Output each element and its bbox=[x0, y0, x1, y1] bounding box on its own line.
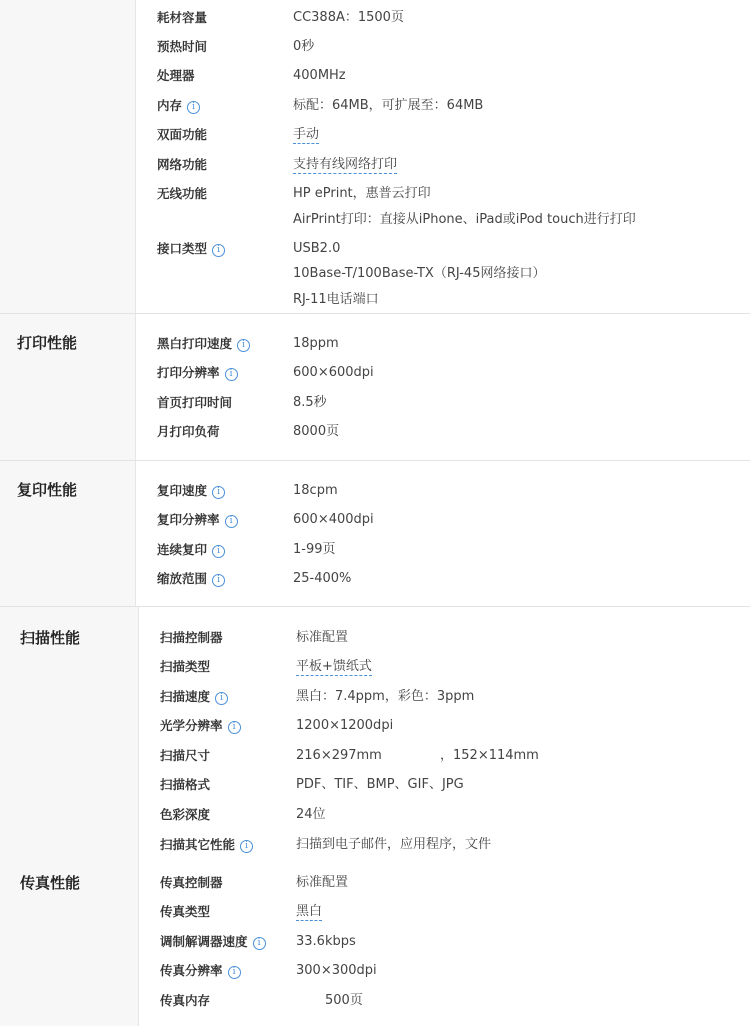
spec-key bbox=[157, 359, 238, 387]
glossary-link[interactable]: 手动 bbox=[293, 127, 320, 142]
spec-value: 8000页 bbox=[293, 424, 340, 439]
spec-section-general bbox=[0, 0, 750, 313]
spec-key bbox=[160, 928, 266, 956]
spec-value: 216×297mm bbox=[296, 748, 382, 763]
glossary-link[interactable]: 支持有线网络打印 bbox=[293, 157, 398, 172]
info-icon[interactable]: i bbox=[237, 339, 250, 352]
spec-row bbox=[0, 359, 750, 387]
spec-key-label: 接口类型 bbox=[157, 241, 208, 256]
spec-section-copy bbox=[0, 460, 750, 607]
spec-row bbox=[0, 987, 750, 1015]
spec-row bbox=[0, 771, 750, 799]
spec-value: 600×400dpi bbox=[293, 512, 374, 527]
info-icon[interactable]: i bbox=[228, 966, 241, 979]
spec-row bbox=[0, 801, 750, 829]
spec-value: RJ-11电话端口 bbox=[293, 292, 379, 307]
spec-row bbox=[0, 235, 750, 263]
spec-value-secondary: ，152×114mm bbox=[440, 748, 539, 763]
spec-key: 处理器 bbox=[157, 68, 195, 83]
section-title: 传真性能 bbox=[20, 874, 81, 892]
spec-key: 耗材容量 bbox=[157, 10, 208, 25]
info-icon[interactable]: i bbox=[225, 368, 238, 381]
spec-key bbox=[160, 957, 241, 985]
spec-value: 600×600dpi bbox=[293, 365, 374, 380]
spec-key bbox=[157, 92, 200, 120]
spec-value: 18ppm bbox=[293, 336, 339, 351]
spec-row bbox=[0, 180, 750, 208]
spec-key-label: 连续复印 bbox=[157, 542, 208, 557]
spec-row bbox=[0, 624, 750, 652]
spec-value: AirPrint打印：直接从iPhone、iPad或iPod touch进行打印 bbox=[293, 212, 636, 227]
spec-key-label: 黑白打印速度 bbox=[157, 336, 233, 351]
spec-row bbox=[0, 506, 750, 534]
spec-row bbox=[0, 831, 750, 859]
spec-key: 扫描类型 bbox=[160, 659, 211, 674]
info-icon[interactable]: i bbox=[212, 545, 225, 558]
spec-row-continued bbox=[0, 260, 750, 288]
spec-row bbox=[0, 565, 750, 593]
spec-section-scan-fax bbox=[0, 606, 750, 1026]
spec-value: 黑白：7.4ppm，彩色：3ppm bbox=[296, 689, 475, 704]
spec-key-label: 复印分辨率 bbox=[157, 512, 220, 527]
info-icon[interactable]: i bbox=[212, 486, 225, 499]
spec-row bbox=[0, 33, 750, 61]
spec-key: 色彩深度 bbox=[160, 807, 211, 822]
spec-value: 8.5秒 bbox=[293, 395, 327, 410]
spec-row bbox=[0, 389, 750, 417]
spec-key-label: 扫描速度 bbox=[160, 689, 211, 704]
spec-value: 1-99页 bbox=[293, 542, 336, 557]
spec-value: PDF、TIF、BMP、GIF、JPG bbox=[296, 777, 464, 792]
spec-key-label: 内存 bbox=[157, 98, 183, 113]
spec-value: 标准配置 bbox=[296, 630, 349, 645]
spec-key-label: 缩放范围 bbox=[157, 571, 208, 586]
spec-key bbox=[160, 831, 253, 859]
spec-key-label: 复印速度 bbox=[157, 483, 208, 498]
spec-row bbox=[0, 653, 750, 681]
spec-row bbox=[0, 330, 750, 358]
spec-value-link[interactable] bbox=[296, 653, 372, 681]
spec-value: 标配：64MB，可扩展至：64MB bbox=[293, 98, 484, 113]
spec-key-label: 扫描其它性能 bbox=[160, 837, 236, 852]
spec-key: 首页打印时间 bbox=[157, 395, 233, 410]
spec-key bbox=[157, 536, 225, 564]
spec-key: 预热时间 bbox=[157, 39, 208, 54]
spec-row bbox=[0, 418, 750, 446]
info-icon[interactable]: i bbox=[212, 574, 225, 587]
spec-section-print bbox=[0, 313, 750, 461]
spec-key: 无线功能 bbox=[157, 186, 208, 201]
info-icon[interactable]: i bbox=[240, 840, 253, 853]
spec-value: 0秒 bbox=[293, 39, 315, 54]
glossary-link[interactable]: 平板+馈纸式 bbox=[296, 659, 372, 674]
spec-key: 月打印负荷 bbox=[157, 424, 220, 439]
spec-row bbox=[0, 151, 750, 179]
spec-value: 10Base-T/100Base-TX（RJ-45网络接口） bbox=[293, 266, 546, 281]
spec-value-link[interactable] bbox=[296, 898, 322, 926]
spec-value: 400MHz bbox=[293, 68, 346, 83]
spec-value-link[interactable] bbox=[293, 121, 319, 149]
spec-row bbox=[0, 4, 750, 32]
spec-value: CC388A：1500页 bbox=[293, 10, 404, 25]
spec-key-label: 打印分辨率 bbox=[157, 365, 220, 380]
spec-key bbox=[157, 506, 238, 534]
spec-row-continued bbox=[0, 286, 750, 314]
spec-key-label: 调制解调器速度 bbox=[160, 934, 248, 949]
spec-value: 1200×1200dpi bbox=[296, 718, 394, 733]
spec-key: 传真内存 bbox=[160, 993, 211, 1008]
info-icon[interactable]: i bbox=[253, 937, 266, 950]
spec-key bbox=[160, 683, 228, 711]
spec-row bbox=[0, 121, 750, 149]
spec-value: USB2.0 bbox=[293, 241, 341, 256]
spec-row bbox=[0, 92, 750, 120]
spec-row bbox=[0, 898, 750, 926]
spec-value: 33.6kbps bbox=[296, 934, 356, 949]
spec-row-continued bbox=[0, 206, 750, 234]
spec-key bbox=[157, 330, 250, 358]
glossary-link[interactable]: 黑白 bbox=[296, 904, 323, 919]
spec-key: 双面功能 bbox=[157, 127, 208, 142]
spec-row bbox=[0, 742, 750, 770]
info-icon[interactable]: i bbox=[212, 244, 225, 257]
spec-value: 标准配置 bbox=[296, 875, 349, 890]
spec-value: 18cpm bbox=[293, 483, 338, 498]
spec-value: 300×300dpi bbox=[296, 963, 377, 978]
spec-key: 传真控制器 bbox=[160, 875, 223, 890]
spec-key: 网络功能 bbox=[157, 157, 208, 172]
section-title: 扫描性能 bbox=[20, 629, 81, 647]
spec-row bbox=[0, 957, 750, 985]
spec-row bbox=[0, 712, 750, 740]
spec-row bbox=[0, 477, 750, 505]
spec-key-label: 光学分辨率 bbox=[160, 718, 223, 733]
info-icon[interactable]: i bbox=[215, 692, 228, 705]
spec-row bbox=[0, 683, 750, 711]
spec-value: 25-400% bbox=[293, 571, 352, 586]
spec-value: 500页 bbox=[325, 993, 363, 1008]
spec-key: 扫描格式 bbox=[160, 777, 211, 792]
spec-value: HP ePrint，惠普云打印 bbox=[293, 186, 431, 201]
spec-key: 扫描尺寸 bbox=[160, 748, 211, 763]
spec-key-label: 传真分辨率 bbox=[160, 963, 223, 978]
spec-row bbox=[0, 536, 750, 564]
spec-key bbox=[157, 477, 225, 505]
spec-key: 传真类型 bbox=[160, 904, 211, 919]
spec-value: 24位 bbox=[296, 807, 326, 822]
spec-key bbox=[157, 565, 225, 593]
spec-row bbox=[0, 869, 750, 897]
spec-key: 扫描控制器 bbox=[160, 630, 223, 645]
info-icon[interactable]: i bbox=[225, 515, 238, 528]
section-title: 复印性能 bbox=[17, 481, 78, 499]
spec-value: 扫描到电子邮件，应用程序，文件 bbox=[296, 837, 492, 852]
spec-key bbox=[157, 235, 225, 263]
info-icon[interactable]: i bbox=[228, 721, 241, 734]
section-title: 打印性能 bbox=[17, 334, 78, 352]
spec-row bbox=[0, 928, 750, 956]
spec-key bbox=[160, 712, 241, 740]
spec-value-link[interactable] bbox=[293, 151, 397, 179]
spec-row bbox=[0, 62, 750, 90]
info-icon[interactable]: i bbox=[187, 101, 200, 114]
